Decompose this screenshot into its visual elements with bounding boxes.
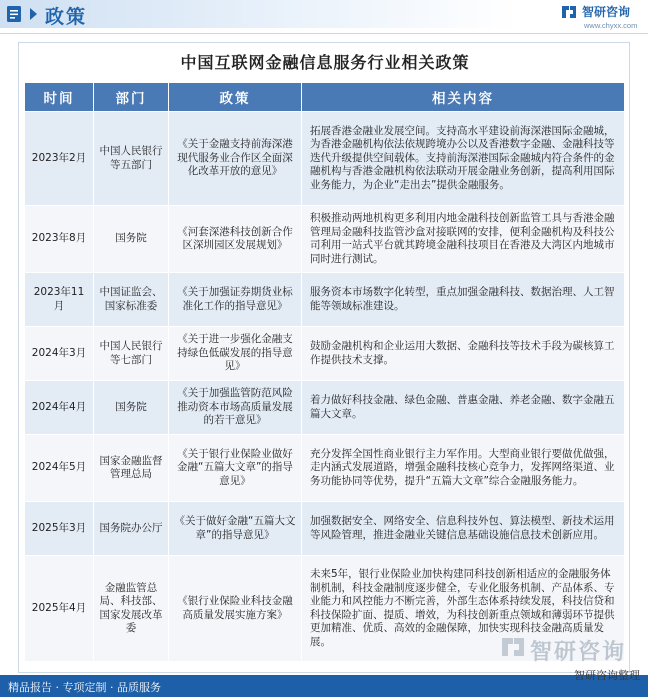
brand-logo-block — [560, 3, 630, 20]
cell-content: 服务资本市场数字化转型，重点加强金融科技、数据治理、人工智能等领域标准建设。 — [302, 273, 625, 327]
table-title: 中国互联网金融信息服务行业相关政策 — [180, 53, 470, 72]
cell-dept: 中国人民银行等五部门 — [94, 112, 169, 206]
cell-policy: 《关于进一步强化金融支持绿色低碳发展的指导意见》 — [169, 327, 302, 381]
cell-content: 积极推动两地机构更多利用内地金融科技创新监管工具与香港金融管理局金融科技监管沙盒对接联网的安排，便利金融机构及科技公司利用一站式平台就其跨境金融科技项目在香港及大湾区内地城市同时进行测试。 — [302, 206, 625, 273]
brand-url: www.chyxx.com — [584, 21, 638, 30]
cell-dept: 国务院 — [94, 206, 169, 273]
header-band — [0, 0, 648, 28]
brand-name: 智研咨询 — [582, 5, 631, 19]
table-row — [25, 327, 625, 381]
column-header-content: 相关内容 — [302, 83, 625, 112]
header-divider — [0, 33, 648, 34]
table-row — [25, 112, 625, 206]
cell-policy: 《关于银行业保险业做好金融“五篇大文章”的指导意见》 — [169, 435, 302, 502]
cell-dept: 国务院办公厅 — [94, 502, 169, 556]
policy-table — [24, 82, 625, 662]
cell-content: 充分发挥全国性商业银行主力军作用。大型商业银行要做优做强，走内涵式发展道路，增强金融科技核心竞争力，发挥网络渠道、业务功能协同等优势，提升“五篇大文章”综合金融服务能力。 — [302, 435, 625, 502]
table-row — [25, 435, 625, 502]
cell-dept: 中国证监会、国家标准委 — [94, 273, 169, 327]
watermark-text: 智研咨询 — [530, 640, 627, 665]
cell-time: 2025年4月 — [25, 556, 94, 662]
cell-policy: 《关于金融支持前海深港现代服务业合作区全面深化改革开放的意见》 — [169, 112, 302, 206]
cell-content: 拓展香港金融业发展空间。支持高水平建设前海深港国际金融城，为香港金融机构依法依规跨境办公以及香港数字金融、金融科技等迭代升级提供空间载体。支持前海深港国际金融城内符合条件的金融机构与香港金融机构依法联动开展金融业务创新，提高利用国际业务能力，为企业“走出去”提供金融服务。 — [302, 112, 625, 206]
policy-table-panel — [18, 42, 630, 673]
cell-policy: 《关于做好金融“五篇大文章”的指导意见》 — [169, 502, 302, 556]
arrow-icon — [30, 8, 37, 20]
cell-content: 鼓励金融机构和企业运用大数据、金融科技等技术手段为碳核算工作提供技术支撑。 — [302, 327, 625, 381]
footer-bar — [0, 675, 648, 697]
cell-content: 未来5年，银行业保险业加快构建同科技创新相适应的金融服务体制机制，科技金融制度逐步健全，专业化服务机制、产品体系、专业能力和风控能力不断完善，外部生态体系持续发展，科技信贷和科技保险扩面、提质、增效，为科技创新重点领域和薄弱环节提供更加精准、优质、高效的金融保障，加快实现科技金融高质量发展。 — [302, 556, 625, 662]
table-row — [25, 206, 625, 273]
cell-content: 着力做好科技金融、绿色金融、普惠金融、养老金融、数字金融五篇大文章。 — [302, 381, 625, 435]
footer-source: 智研咨询整理 — [574, 669, 640, 682]
cell-time: 2025年3月 — [25, 502, 94, 556]
cell-time: 2024年3月 — [25, 327, 94, 381]
brand-logo-icon — [560, 4, 578, 20]
column-header-time: 时间 — [25, 83, 94, 112]
cell-content: 加强数据安全、网络安全、信息科技外包、算法模型、新技术运用等风险管理，推进金融业关键信息基础设施信息技术创新应用。 — [302, 502, 625, 556]
cell-dept: 国务院 — [94, 381, 169, 435]
section-title: 政策 — [45, 6, 88, 28]
cell-time: 2023年11月 — [25, 273, 94, 327]
cell-time: 2024年5月 — [25, 435, 94, 502]
cell-dept: 国家金融监督管理总局 — [94, 435, 169, 502]
table-row — [25, 381, 625, 435]
table-header-row — [25, 83, 625, 112]
cell-time: 2023年2月 — [25, 112, 94, 206]
cell-policy: 《河套深港科技创新合作区深圳园区发展规划》 — [169, 206, 302, 273]
footer-slogan: 精品报告 · 专项定制 · 品质服务 — [8, 681, 161, 694]
document-icon — [6, 5, 22, 23]
cell-dept: 金融监管总局、科技部、国家发展改革委 — [94, 556, 169, 662]
cell-time: 2023年8月 — [25, 206, 94, 273]
table-row — [25, 273, 625, 327]
column-header-policy: 政策 — [169, 83, 302, 112]
column-header-dept: 部门 — [94, 83, 169, 112]
table-row — [25, 502, 625, 556]
cell-dept: 中国人民银行等七部门 — [94, 327, 169, 381]
watermark-logo-icon — [500, 636, 526, 658]
cell-policy: 《关于加强监管防范风险推动资本市场高质量发展的若干意见》 — [169, 381, 302, 435]
cell-time: 2024年4月 — [25, 381, 94, 435]
cell-policy: 《银行业保险业科技金融高质量发展实施方案》 — [169, 556, 302, 662]
cell-policy: 《关于加强证券期货业标准化工作的指导意见》 — [169, 273, 302, 327]
